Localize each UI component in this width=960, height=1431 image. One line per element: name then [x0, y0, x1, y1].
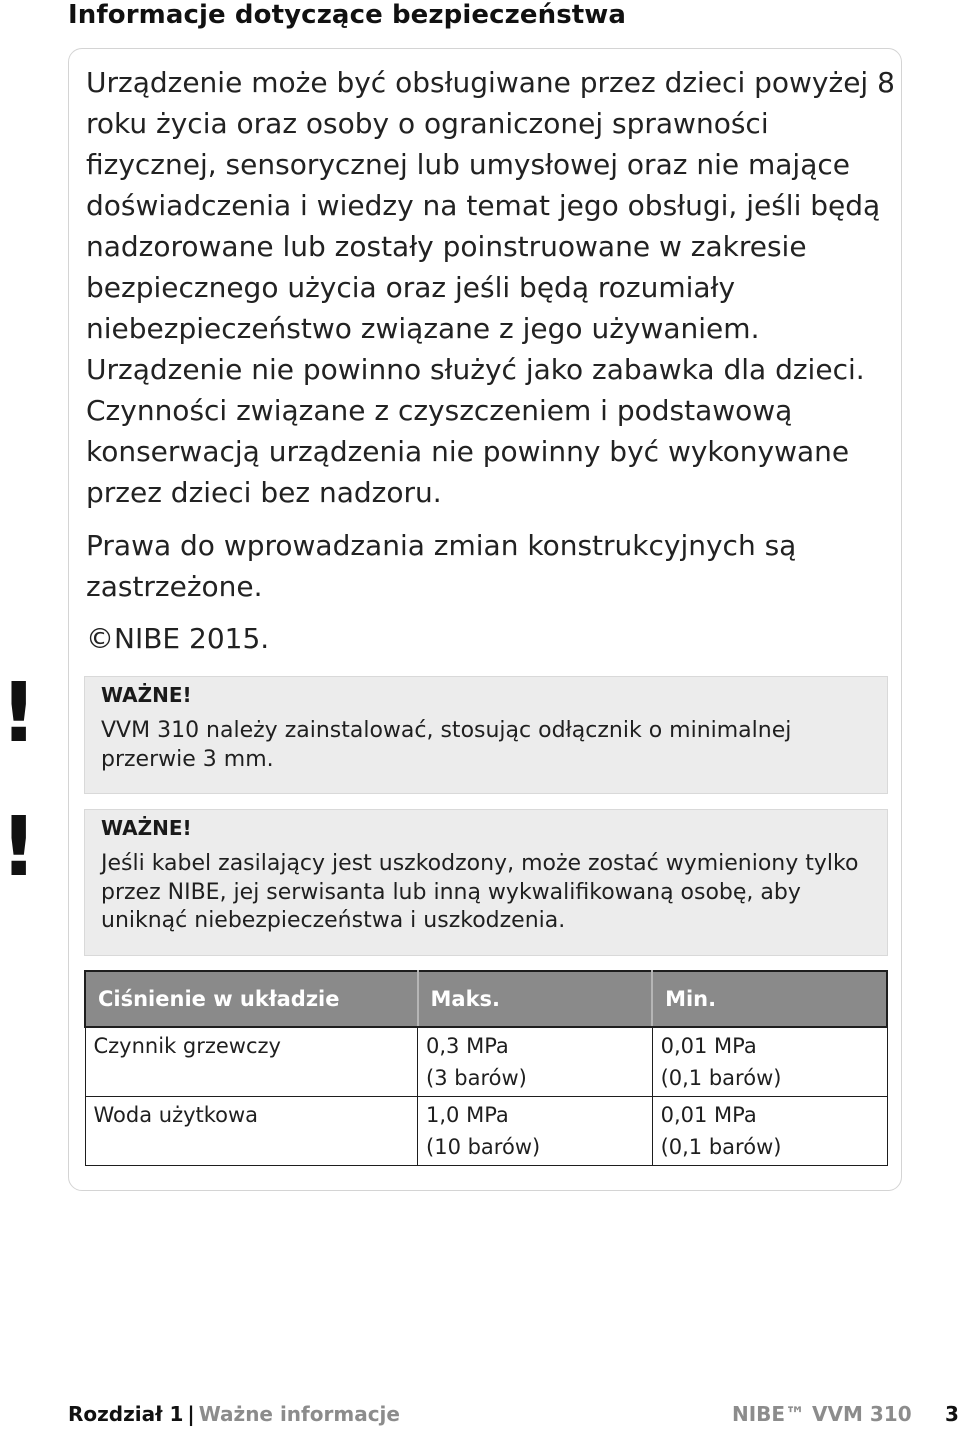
row-name [85, 1097, 418, 1166]
section-label: Ważne informacje [198, 1402, 400, 1426]
max-value-bar: (3 barów) [426, 1066, 527, 1090]
intro-paragraph: Urządzenie może być obsługiwane przez dzieci powyżej 8 roku życia oraz osoby o ograniczonej sprawności fizycznej, sensorycznej lub umysłowej oraz nie mające doświadczenia i wiedzy na temat jego obsługi, jeśli będą nadzorowane lub zostały poinstruowane w zakresie bezpiecznego użycia oraz jeśli będą rozumiały niebezpieczeństwo związane z jego używaniem. Urządzenie nie powinno służyć jako zabawka dla dzieci. Czynności związane z czyszczeniem i podstawową konserwacją urządzenia nie powinny być wykonywane przez dzieci bez nadzoru. [86, 66, 895, 509]
chapter-label: Rozdział 1 [68, 1402, 184, 1426]
copyright-notice: ©NIBE 2015. [86, 622, 270, 655]
page-title: Informacje dotyczące bezpieczeństwa [68, 0, 627, 30]
footer-chapter [68, 1400, 400, 1428]
max-value-bar: (10 barów) [426, 1135, 541, 1159]
exclamation-icon: ! [0, 666, 38, 761]
min-value-bar: (0,1 barów) [660, 1135, 782, 1159]
warning-box [84, 676, 888, 794]
warning-text: Jeśli kabel zasilający jest uszkodzony, może zostać wymieniony tylko przez NIBE, jej serwisanta lub inną wykwalifikowaną osobę, aby uniknąć niebezpieczeństwa i uszkodzenia. [101, 851, 859, 933]
max-value: 0,3 MPa [426, 1034, 509, 1058]
pressure-table [84, 970, 888, 1166]
max-value: 1,0 MPa [426, 1103, 509, 1127]
row-name-text: Czynnik grzewczy [93, 1034, 281, 1058]
exclamation-icon: ! [0, 800, 38, 895]
column-header-min: Min. [652, 971, 887, 1027]
warning-title: WAŻNE! [101, 816, 192, 840]
min-cell [652, 1097, 887, 1166]
warning-title: WAŻNE! [101, 683, 192, 707]
table-row [85, 1097, 887, 1166]
min-value-bar: (0,1 barów) [660, 1066, 782, 1090]
max-cell [418, 1097, 653, 1166]
row-name [85, 1027, 418, 1097]
page-number: 3 [945, 1402, 959, 1426]
warning-text: VVM 310 należy zainstalować, stosując odłącznik o minimalnej przerwie 3 mm. [101, 718, 792, 772]
min-value: 0,01 MPa [660, 1034, 757, 1058]
max-cell [418, 1027, 653, 1097]
min-value: 0,01 MPa [660, 1103, 757, 1127]
table-row [85, 1027, 887, 1097]
warning-box [84, 809, 888, 956]
row-name-text: Woda użytkowa [93, 1103, 259, 1127]
rights-notice: Prawa do wprowadzania zmian konstrukcyjnych są zastrzeżone. [86, 529, 797, 603]
column-header-pressure: Ciśnienie w układzie [85, 971, 418, 1027]
min-cell [652, 1027, 887, 1097]
footer-separator: | [187, 1402, 195, 1426]
footer-product: NIBE™ VVM 310 [732, 1402, 912, 1426]
table-header-row [85, 971, 887, 1027]
column-header-max: Maks. [418, 971, 653, 1027]
